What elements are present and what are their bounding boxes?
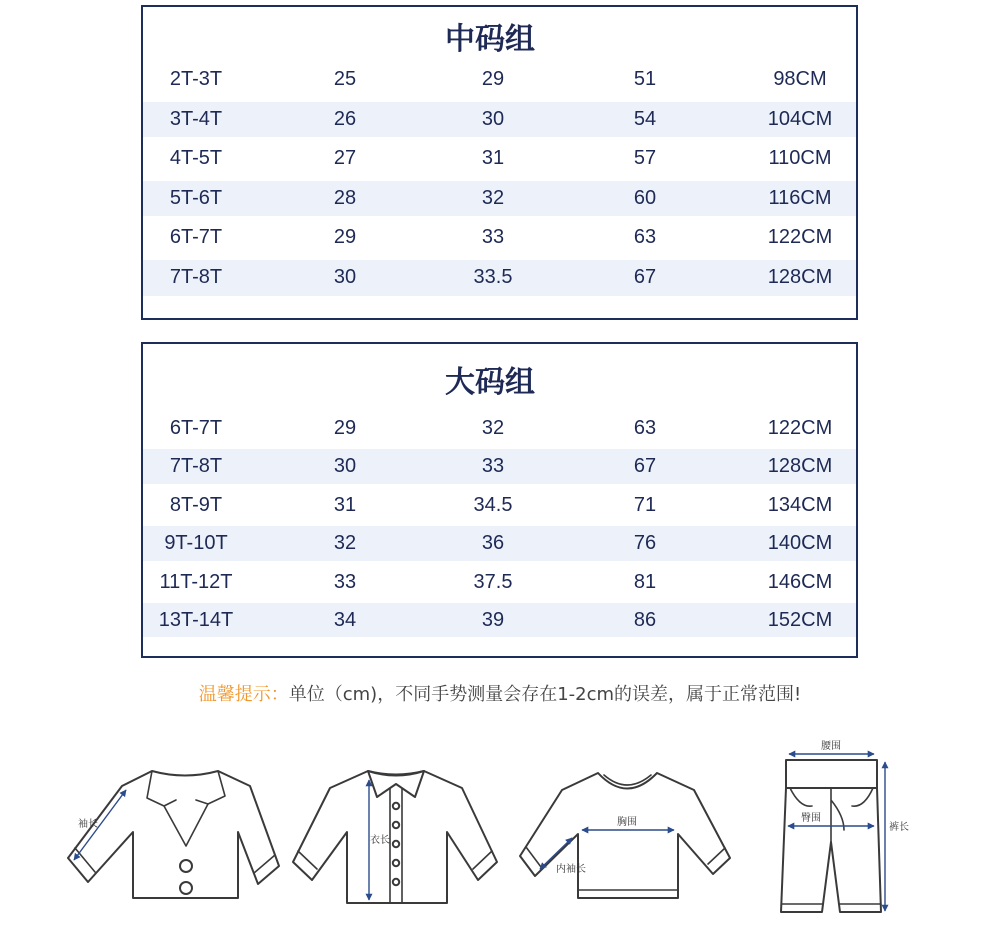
measure-cell: 76 (633, 532, 657, 555)
size-range-cell: 8T-9T (169, 493, 223, 516)
notice-text: 单位（cm)，不同手势测量会存在1-2cm的误差，属于正常范围! (288, 684, 802, 705)
measure-cell: 26 (333, 107, 357, 130)
measure-cell: 33 (481, 455, 505, 478)
jacket-button (180, 860, 192, 872)
measure-cell: 60 (633, 186, 657, 209)
height-cell: 104CM (767, 107, 833, 130)
table-rows (143, 60, 856, 298)
measure-cell: 37.5 (473, 570, 513, 593)
measure-cell: 31 (481, 147, 505, 170)
height-cell: 128CM (767, 265, 833, 288)
table-row (143, 563, 856, 601)
size-range-cell: 5T-6T (169, 186, 223, 209)
chest-label: 胸围 (617, 817, 637, 828)
height-cell: 110CM (768, 147, 832, 170)
size-range-cell: 4T-5T (169, 147, 223, 170)
height-cell: 134CM (767, 493, 833, 516)
tshirt-icon (520, 773, 730, 898)
table-row (143, 139, 856, 179)
shirt-button (393, 860, 399, 866)
pants-waistband (786, 760, 877, 788)
size-range-cell: 11T-12T (159, 570, 233, 593)
height-cell: 152CM (767, 608, 833, 631)
measure-cell: 33.5 (473, 265, 513, 288)
measure-cell: 32 (481, 186, 505, 209)
measure-cell: 33 (333, 570, 357, 593)
measure-cell: 31 (333, 493, 357, 516)
measure-cell: 28 (333, 186, 357, 209)
size-range-cell: 6T-7T (169, 226, 223, 249)
jacket-icon (68, 771, 279, 898)
notice-label: 温馨提示： (198, 684, 289, 705)
size-table-large (141, 342, 858, 658)
size-table-medium (141, 5, 858, 320)
inner-sleeve-label: 内袖长 (556, 864, 586, 875)
measure-cell: 63 (633, 417, 657, 439)
measure-cell: 30 (481, 107, 505, 130)
jacket-outline (68, 771, 279, 898)
waist-label: 腰围 (821, 741, 841, 752)
size-range-cell: 3T-4T (169, 107, 223, 130)
table-row (143, 601, 856, 639)
height-cell: 122CM (767, 417, 833, 439)
table-row (143, 179, 856, 219)
measure-cell: 30 (333, 455, 357, 478)
table-title: 中码组 (445, 22, 535, 57)
measure-cell: 67 (633, 265, 657, 288)
measure-cell: 29 (333, 226, 357, 249)
shirt-button (393, 879, 399, 885)
shirt-icon (293, 771, 497, 903)
measurement-notice (0, 683, 1000, 707)
measure-cell: 34.5 (473, 493, 513, 516)
measure-cell: 81 (633, 570, 657, 593)
measure-cell: 51 (633, 68, 657, 90)
measure-cell: 33 (481, 226, 505, 249)
measure-cell: 30 (333, 265, 357, 288)
table-title: 大码组 (445, 365, 535, 400)
measure-cell: 29 (481, 68, 505, 90)
garment-diagrams (0, 730, 1000, 942)
measure-cell: 67 (633, 455, 657, 478)
size-range-cell: 13T-14T (158, 608, 234, 631)
height-cell: 122CM (767, 226, 833, 249)
measure-cell: 57 (633, 147, 657, 170)
table-row (143, 218, 856, 258)
measure-cell: 36 (481, 532, 505, 555)
height-cell: 128CM (767, 455, 833, 478)
height-cell: 146CM (767, 570, 833, 593)
measure-cell: 63 (633, 226, 657, 249)
shirt-button (393, 803, 399, 809)
table-row (143, 100, 856, 140)
sleeve-length-label: 袖长 (78, 819, 98, 830)
hip-label: 臀围 (801, 813, 821, 824)
measure-cell: 34 (333, 608, 357, 631)
table-row (143, 258, 856, 298)
measure-cell: 39 (481, 608, 505, 631)
measure-cell: 32 (481, 417, 505, 439)
table-row (143, 60, 856, 100)
jacket-button (180, 882, 192, 894)
shirt-button (393, 841, 399, 847)
height-cell: 140CM (767, 532, 833, 555)
size-range-cell: 7T-8T (169, 265, 223, 288)
measure-cell: 32 (333, 532, 357, 555)
garment-length-label: 衣长 (370, 835, 390, 846)
size-range-cell: 7T-8T (169, 455, 223, 478)
measure-cell: 29 (333, 417, 357, 439)
tshirt-outline (520, 773, 730, 898)
pants-length-label: 裤长 (889, 822, 909, 833)
measure-cell: 25 (333, 68, 357, 90)
pants-icon (781, 740, 909, 912)
table-row (143, 409, 856, 447)
measure-cell: 27 (333, 147, 357, 170)
measure-cell: 86 (633, 608, 657, 631)
size-range-cell: 6T-7T (169, 417, 223, 439)
measure-cell: 54 (633, 107, 657, 130)
table-row (143, 486, 856, 524)
shirt-button (393, 822, 399, 828)
table-row (143, 524, 856, 562)
height-cell: 98CM (773, 68, 827, 90)
height-cell: 116CM (768, 186, 832, 209)
table-rows (143, 409, 856, 639)
size-range-cell: 2T-3T (169, 68, 223, 90)
measure-cell: 71 (633, 493, 657, 516)
table-row (143, 447, 856, 485)
size-range-cell: 9T-10T (164, 532, 228, 555)
